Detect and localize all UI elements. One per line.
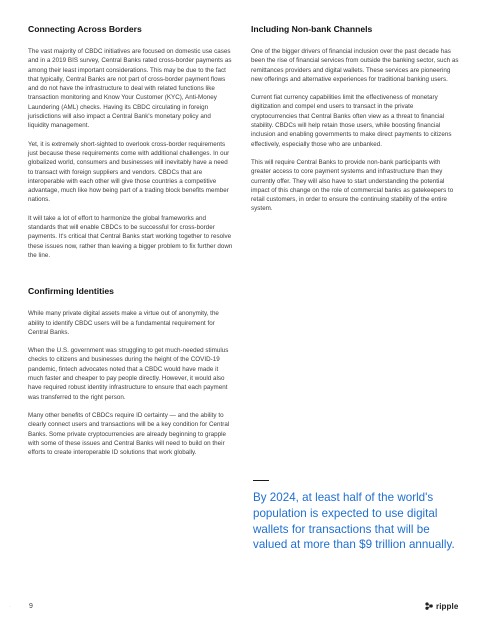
logo-text: ripple [436,601,459,611]
ripple-logo-icon [424,601,434,611]
paragraph: Current fiat currency capabilities limit the effectiveness of monetary digitization and compel end users to transact in the private cryptocurrencies that Central Banks often view as a threat to financial stability. CBDCs will help retain those users, while boosting financial inclusion and enabling governments to make direct payments to citizens effectively, especially those who are unbanked. [251,94,452,148]
section-title-connecting-across-borders: Connecting Across Borders [28,24,142,34]
pull-quote-rule [253,480,269,481]
section-title-including-non-bank-channels: Including Non-bank Channels [251,24,373,34]
paragraph: When the U.S. government was struggling to get much-needed stimulus checks to citizens and businesses during the height of the COVID-19 pandemic, fintech advocates noted that a CBDC would have made it much faster and cheaper to pay people directly. However, it would also have required robust identity infrastructure to ensure that each payment was transferred to the right person. [28,347,229,401]
paragraph: While many private digital assets make a virtue out of anonymity, the ability to identify CBDC users will be a fundamental requirement for Central Banks. [28,310,219,336]
ripple-logo [424,601,458,611]
pull-quote: By 2024, at least half of the world's population is expected to use digital wallets for transactions that will be valued at more than $9 trillion annually. [253,491,455,552]
paragraph: The vast majority of CBDC initiatives are focused on domestic use cases and in a 2019 BIS survey, Central Banks rated cross-border payments as among their least important considerations. This may be due to the fact that typically, Central Banks are not part of cross-border payment flows and do not have the infrastructure to deal with related functions like transaction monitoring and Know Your Customer (KYC), Anti-Money Laundering (AML) checks. Having its CBDC circulating in foreign jurisdictions will also impact a Central Bank's monetary policy and liquidity management. [28,48,232,130]
page-number: 9 [29,603,33,610]
paragraph: Many other benefits of CBDCs require ID certainty — and the ability to clearly connect users and transactions will be a key condition for Central Banks. Some private cryptocurrencies are already beginning to grapple with some of these issues and Central Banks will need to build on their efforts to create interoperable ID solutions that work globally. [28,411,230,457]
paragraph: This will require Central Banks to provide non-bank participants with greater access to core payment systems and infrastructure than they currently offer. They will also have to start understanding the potential impact of this change on the role of commercial banks as gatekeepers to retail customers, in order to ensure the continuing stability of the entire system. [251,158,454,213]
right-column [251,24,459,223]
paragraph: It will take a lot of effort to harmonize the global frameworks and standards that will enable CBDCs to be successful for cross-border payments. It's critical that Central Banks start working together to resolve these issues now, rather than leaving a bigger problem to fix further down the line. [28,214,233,259]
paragraph: Yet, it is extremely short-sighted to overlook cross-border requirements just because these requirements come with additional challenges. In our globalized world, consumers and businesses will inevitably have a need to transact with foreign suppliers and vendors. CBDCs that are interoperable with each other will give those countries a competitive advantage, much like how being part of a trading block benefits member nations. [28,140,230,204]
paragraph: One of the bigger drivers of financial inclusion over the past decade has been the rise of financial services from outside the banking sector, such as remittances providers and digital wallets. These services are pioneering new offerings and alternative experiences for traditional banking users. [251,48,459,83]
left-column [28,24,233,466]
footer-mark: · [9,604,11,610]
section-title-confirming-identities: Confirming Identities [28,286,114,297]
